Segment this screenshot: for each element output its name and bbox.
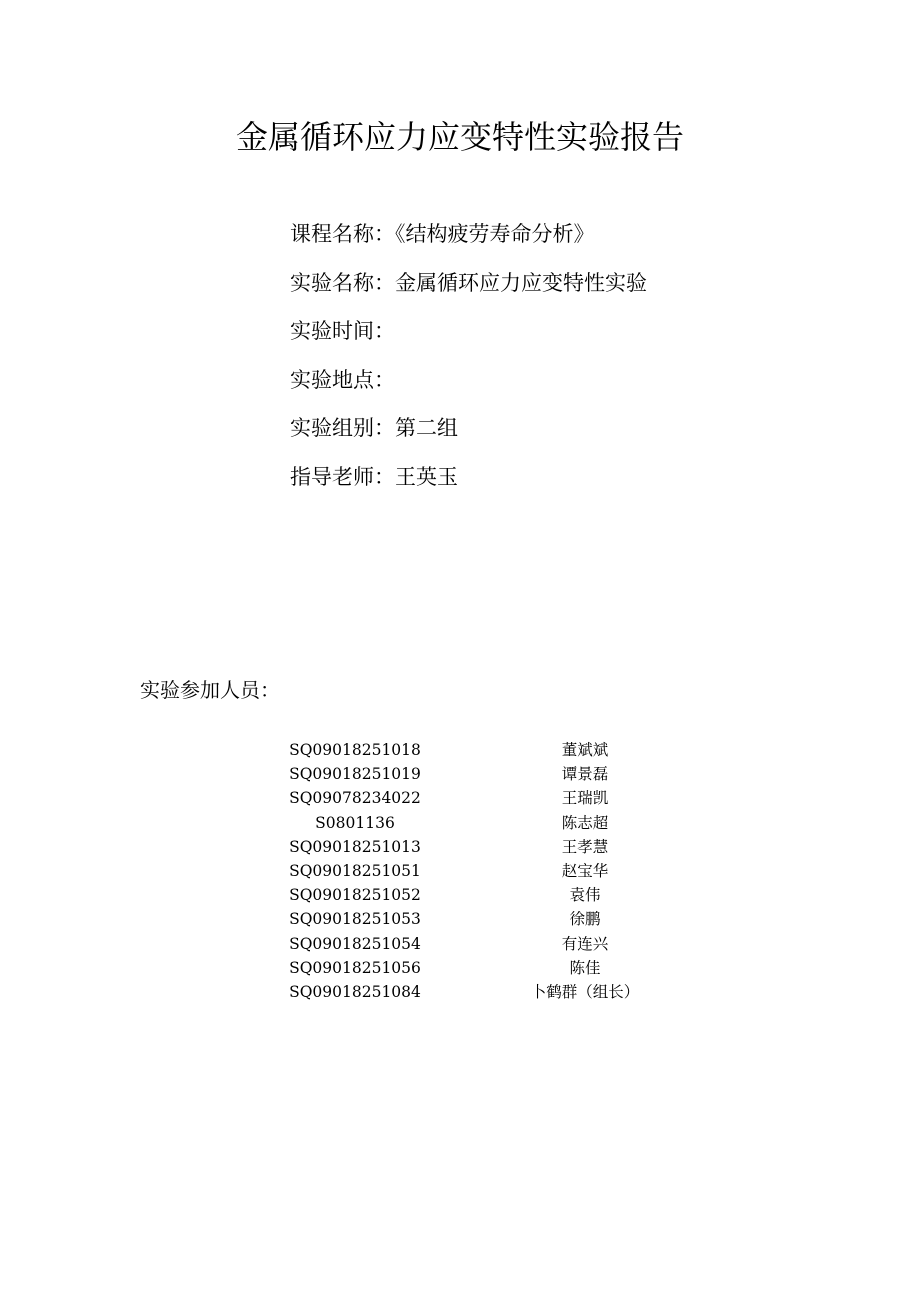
info-value: 王英玉	[395, 464, 458, 489]
participant-id: SQ09018251056	[289, 958, 421, 977]
info-value: 第二组	[395, 416, 458, 440]
participant-name: 谭景磊	[561, 765, 609, 784]
participant-id: SQ09018251013	[289, 837, 421, 856]
participant-id: SQ09018251018	[289, 741, 421, 759]
info-label: 实验时间：	[290, 319, 395, 343]
info-instructor	[290, 453, 647, 502]
report-info-block	[290, 210, 647, 501]
participant-name: 有连兴	[561, 934, 609, 953]
participant-name: 赵宝华	[561, 861, 609, 880]
info-label: 课程名称：	[290, 222, 395, 246]
participant-id: SQ09078234022	[289, 789, 421, 808]
participant-row	[0, 907, 920, 931]
participants-list	[0, 738, 920, 1004]
participant-id: SQ09018251084	[289, 982, 421, 1001]
participant-row	[0, 980, 920, 1004]
info-group	[290, 404, 647, 453]
participant-row	[0, 738, 920, 762]
participant-row	[0, 883, 920, 907]
info-experiment-time	[290, 307, 647, 356]
info-value: 《结构疲劳寿命分析》	[395, 222, 595, 246]
participant-name: 陈佳	[569, 958, 601, 977]
participant-name: 徐鹏	[569, 910, 601, 929]
participant-name: 陈志超	[561, 813, 609, 832]
participant-name: 王孝慧	[561, 837, 609, 856]
participant-row	[0, 932, 920, 956]
participant-name: 卜鹤群（组长）	[530, 982, 640, 1001]
info-course	[290, 210, 647, 259]
info-experiment-name	[290, 259, 647, 308]
participants-heading: 实验参加人员：	[140, 678, 280, 702]
participant-row	[0, 835, 920, 859]
participant-row	[0, 956, 920, 980]
participant-row	[0, 786, 920, 810]
participant-id: SQ09018251052	[289, 886, 421, 905]
participant-row	[0, 762, 920, 786]
participant-row	[0, 859, 920, 883]
info-label: 实验地点：	[290, 367, 395, 392]
info-label: 实验名称：	[290, 270, 395, 295]
participant-id: S0801136	[315, 813, 395, 832]
participant-row	[0, 811, 920, 835]
info-value: 金属循环应力应变特性实验	[395, 270, 647, 295]
participant-name: 王瑞凯	[561, 789, 609, 808]
participant-id: SQ09018251019	[289, 765, 421, 784]
report-title: 金属循环应力应变特性实验报告	[235, 118, 684, 156]
participant-id: SQ09018251054	[289, 934, 421, 953]
info-label: 指导老师：	[290, 464, 395, 489]
participant-name: 袁伟	[569, 886, 601, 905]
participant-id: SQ09018251051	[289, 861, 421, 880]
info-experiment-location	[290, 356, 647, 405]
info-label: 实验组别：	[290, 416, 395, 440]
participant-name: 董斌斌	[561, 741, 609, 759]
participant-id: SQ09018251053	[289, 910, 421, 929]
